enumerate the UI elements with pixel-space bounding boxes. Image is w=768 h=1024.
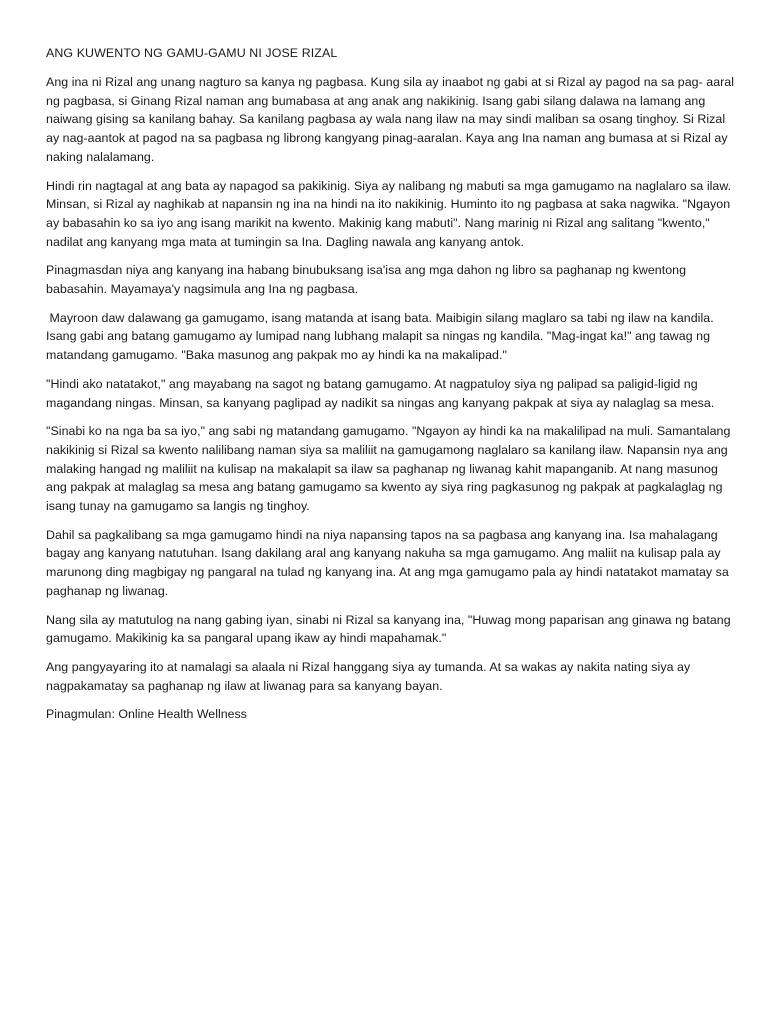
paragraph-3: Pinagmasdan niya ang kanyang ina habang binubuksang isa'isa ang mga dahon ng libro sa paghanap ng kwentong babasahin. Mayamaya'y nagsimula ang Ina ng pagbasa. [46, 263, 687, 297]
source-credit: Pinagmulan: Online Health Wellness [46, 707, 247, 722]
paragraph-9: Ang pangyayaring ito at namalagi sa alaala ni Rizal hanggang siya ay tumanda. At sa wakas ay nakita nating siya ay nagpakamatay sa paghanap ng ilaw at liwanag para sa kanyang bayan. [46, 659, 691, 693]
paragraph-6: "Sinabi ko na nga ba sa iyo," ang sabi ng matandang gamugamo. "Ngayon ay hindi ka na makalilipad na muli. Samantalang nakikinig si Rizal sa kwento nalilibang naman siya sa maliliit na gamugamong naglalaro sa kanilang ilaw. Napansin nya ang malaking hangad ng maliliit na kulisap na makalapit sa ilaw sa paghanap ng liwanag kahit mapanganib. At nang masunog ang pakpak at malaglag sa mesa ang batang gamugamo sa kwento ay siya ring pagkasunog ng pakpak at pagkalaglag ng isang tunay na gamugamo sa langis ng tinghoy. [46, 424, 731, 514]
paragraph-1: Ang ina ni Rizal ang unang nagturo sa kanya ng pagbasa. Kung sila ay inaabot ng gabi at si Rizal ay pagod na sa pag- aaral ng pagbasa, si Ginang Rizal naman ang bumabasa at ang anak ang nakikinig. Isang gabi silang dalawa na lamang ang naiwang gising sa kanilang bahay. Sa kanilang pagbasa ay wala nang ilaw na may sindi maliban sa osang tinghoy. Si Rizal ay nag-aantok at pagod na sa pagbasa ng librong kangyang pinag-aaralan. Kaya ang Ina naman ang bumasa at si Rizal ay naking nalalamang. [46, 75, 735, 164]
paragraph-8: Nang sila ay matutulog na nang gabing iyan, sinabi ni Rizal sa kanyang ina, "Huwag mong paparisan ang ginawa ng batang gamugamo. Makikinig ka sa pangaral upang ikaw ay hindi mapahamak." [46, 612, 731, 646]
paragraph-5: "Hindi ako natatakot," ang mayabang na sagot ng batang gamugamo. At nagpatuloy siya ng palipad sa paligid-ligid ng magandang ningas. Minsan, sa kanyang paglipad ay nadikit sa ningas ang kanyang pakpak at siya ay nalaglag sa mesa. [46, 376, 715, 410]
paragraph-2: Hindi rin nagtagal at ang bata ay napagod sa pakikinig. Siya ay nalibang ng mabuti sa mga gamugamo na naglalaro sa ilaw. Minsan, si Rizal ay naghikab at napansin ng ina na hindi na ito nakikinig. Huminto ito ng pagbasa at saka nagwika. "Ngayon ay babasahin ko sa iyo ang isang marikit na kwento. Makinig kang mabuti". Nang marinig ni Rizal ang salitang "kwento," nadilat ang kanyang mga mata at tumingin sa Ina. Dagling nawala ang kanyang antok. [46, 178, 732, 249]
document-title: ANG KUWENTO NG GAMU-GAMU NI JOSE RIZAL [46, 46, 338, 60]
paragraph-4: Mayroon daw dalawang ga gamugamo, isang matanda at isang bata. Maibigin silang maglaro sa tabi ng ilaw na kandila. Isang gabi ang batang gamugamo ay lumipad nang lubhang malapit sa ningas ng kandila. "Mag-ingat ka!" ang tawag ng matandang gamugamo. "Baka masunog ang pakpak mo ay hindi ka na makalipad." [46, 310, 718, 363]
document-page [46, 44, 736, 724]
paragraph-7: Dahil sa pagkalibang sa mga gamugamo hindi na niya napansing tapos na sa pagbasa ang kanyang ina. Isa mahalagang bagay ang kanyang natutuhan. Isang dakilang aral ang kanyang nakuha sa mga gamugamo. Ang maliit na kulisap pala ay marunong ding magbigay ng pangaral na tulad ng kanyang ina. At ang mga gamugamo pala ay hindi natatakot mamatay sa paghanap ng liwanag. [46, 527, 729, 598]
